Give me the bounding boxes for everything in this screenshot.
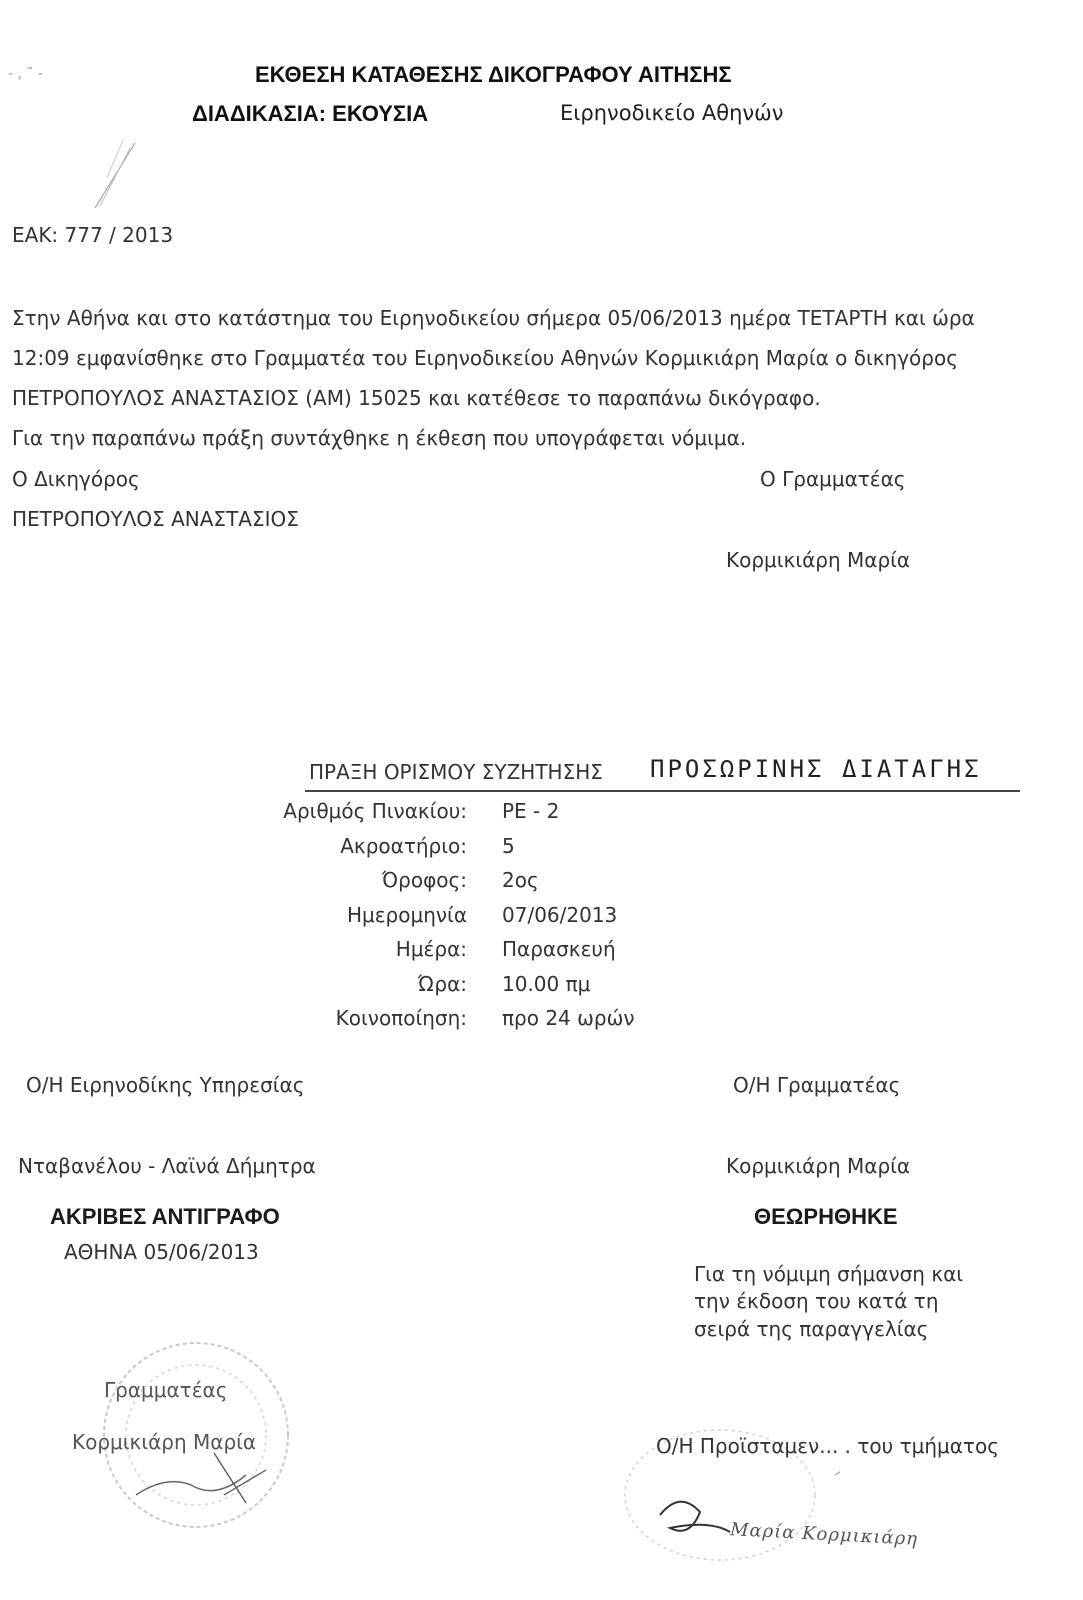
hearing-row-label: Κοινοποίηση:: [335, 1006, 467, 1030]
hearing-row-label: Ημέρα:: [395, 937, 467, 961]
hearing-row-label: Όροφος:: [381, 868, 467, 892]
hearing-row-value: ΡΕ - 2: [502, 799, 560, 823]
lawyer-label: Ο Δικηγόρος: [12, 467, 140, 491]
body-line-3: ΠΕΤΡΟΠΟΥΛΟΣ ΑΝΑΣΤΑΣΙΟΣ (ΑΜ) 15025 και κατέθεσε το παραπάνω δικόγραφο.: [12, 386, 821, 410]
procedure-label: ΔΙΑΔΙΚΑΣΙΑ: ΕΚΟΥΣΙΑ: [192, 101, 429, 126]
hearing-handwritten-note: ΠΡΟΣΩΡΙΝΗΣ ΔΙΑΤΑΓΗΣ: [650, 755, 982, 783]
eak-number: ΕΑΚ: 777 / 2013: [12, 223, 174, 247]
secretary-name-top: Κορμικιάρη Μαρία: [726, 548, 911, 572]
body-line-2: 12:09 εμφανίσθηκε στο Γραμματέα του Ειρηνοδικείου Αθηνών Κορμικιάρη Μαρία ο δικηγόρος: [12, 346, 958, 370]
secretary-label-bottom: Ο/Η Γραμματέας: [733, 1073, 901, 1097]
exact-copy-place-date: ΑΘΗΝΑ 05/06/2013: [64, 1240, 259, 1264]
hearing-row-value: 5: [502, 833, 515, 858]
court-name: Ειρηνοδικείο Αθηνών: [560, 101, 784, 125]
hearing-row-value: 07/06/2013: [502, 902, 618, 927]
hearing-row-value: 2ος: [502, 868, 539, 892]
copy-secretary-label: Γραμματέας: [104, 1378, 228, 1402]
approval-text-3: σειρά της παραγγελίας: [694, 1317, 929, 1341]
corner-marks: - , ˜ -: [8, 66, 43, 82]
copy-secretary-name: Κορμικιάρη Μαρία: [72, 1430, 257, 1454]
service-name: Νταβανέλου - Λαϊνά Δήμητρα: [18, 1154, 316, 1178]
approval-text-2: την έκδοση του κατά τη: [694, 1289, 939, 1313]
head-of-department-label: Ο/Η Προϊσταμεν... . του τμήματος: [656, 1434, 999, 1458]
hearing-heading: ΠΡΑΞΗ ΟΡΙΣΜΟΥ ΣΥΖΗΤΗΣΗΣ: [309, 760, 603, 784]
body-line-1: Στην Αθήνα και στο κατάστημα του Ειρηνοδικείου σήμερα 05/06/2013 ημέρα ΤΕΤΑΡΤΗ και ώρα: [12, 306, 975, 330]
approval-title: ΘΕΩΡΗΘΗΚΕ: [754, 1204, 898, 1229]
pen-scratch-mark: [75, 138, 155, 218]
hearing-row-label: Ημερομηνία: [346, 902, 467, 927]
hearing-row-label: Αριθμός Πινακίου:: [283, 799, 467, 823]
hearing-row-value: Παρασκευή: [502, 937, 616, 961]
hearing-row-label: Ακροατήριο:: [340, 833, 467, 858]
hearing-underline: [305, 790, 1020, 792]
hearing-row-value: 10.00 πμ: [502, 971, 591, 996]
exact-copy-title: ΑΚΡΙΒΕΣ ΑΝΤΙΓΡΑΦΟ: [50, 1204, 280, 1229]
service-label: Ο/Η Ειρηνοδίκης Υπηρεσίας: [26, 1073, 305, 1097]
hearing-row-label: Ώρα:: [417, 971, 467, 996]
lawyer-name: ΠΕΤΡΟΠΟΥΛΟΣ ΑΝΑΣΤΑΣΙΟΣ: [12, 507, 299, 531]
secretary-label-top: Ο Γραμματέας: [760, 467, 906, 491]
head-signature-text: Μαρία Κορμικιάρη: [729, 1519, 919, 1550]
hearing-row-value: προ 24 ωρών: [502, 1006, 635, 1030]
body-line-4: Για την παραπάνω πράξη συντάχθηκε η έκθεση που υπογράφεται νόμιμα.: [12, 426, 747, 450]
document-title: ΕΚΘΕΣΗ ΚΑΤΑΘΕΣΗΣ ΔΙΚΟΓΡΑΦΟΥ ΑΙΤΗΣΗΣ: [255, 62, 732, 87]
secretary-name-bottom: Κορμικιάρη Μαρία: [726, 1154, 911, 1178]
approval-text-1: Για τη νόμιμη σήμανση και: [694, 1262, 964, 1286]
